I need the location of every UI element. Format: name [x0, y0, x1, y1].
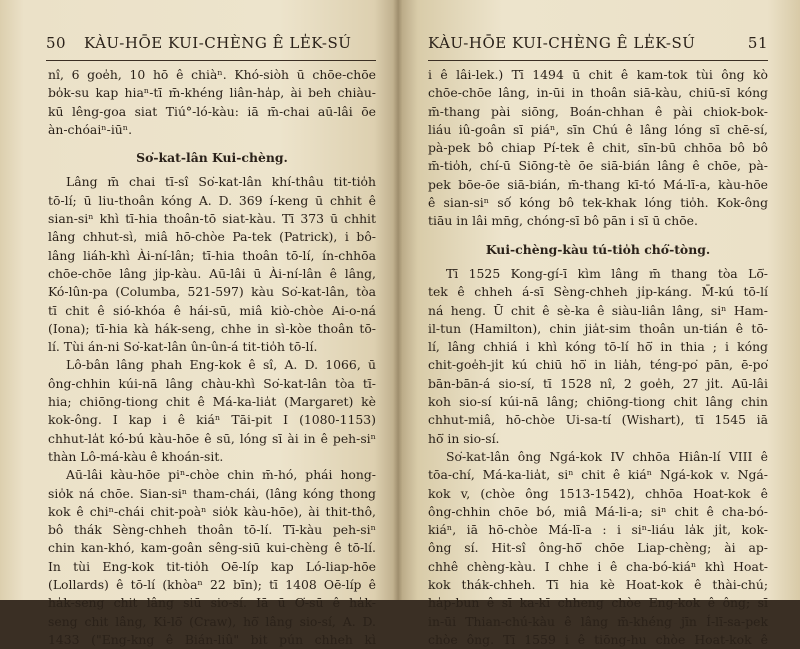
text-line: chōe-chōe lâng, in-ūi in thoân siā-kàu, chiū-sī kóng: [428, 85, 768, 101]
text-line: chin kan-khó, kam-goân sêng-siū kui-chèng ê tō-lí.: [48, 540, 376, 556]
text-line: lâng chhut-sì, miâ hō-chòe Pa-tek (Patrick), i bô-: [48, 229, 376, 245]
text-line: Tī 1525 Kong-gí-ī kìm lâng m̄ thang tòa Lō͘-: [446, 265, 768, 281]
left-page: [0, 0, 398, 647]
left-running-title: KÀU-HŌE KUI-CHÈNG Ê LE̍K-SÚ: [84, 34, 352, 52]
right-header-rule: [428, 60, 768, 61]
text-line: ha̍k-seng chit lâng siū sio-sí. Iā ū O͘-sū ê ha̍k-: [48, 595, 376, 611]
book-gutter: [393, 0, 403, 600]
right-running-title: KÀU-HŌE KUI-CHÈNG Ê LE̍K-SÚ: [428, 34, 696, 52]
text-line: lí. Tùi án-ni So͘-kat-lân ûn-ûn-á tit-tio̍h tō-lí.: [48, 339, 318, 355]
text-line: in-ūi Thian-chú-kàu ê lâng m̄-khéng jīn Í-lī-sa-pek: [428, 613, 768, 629]
text-line: tek ê chheh á-sī Sèng-chheh ji̍p-káng. M̄-kú tō-lí: [428, 284, 768, 300]
text-line: ê sian-siⁿ số kóng bô tek-khak lóng tio̍h. Kok-ông: [428, 195, 768, 211]
text-line: kiáⁿ, iā hō-chòe Má-lī-a : i siⁿ-liáu la̍k ji̍t, kok-: [428, 522, 768, 538]
text-line: koh sio-sí kúi-nā lâng; chiōng-tiong chit lâng chin: [428, 394, 768, 410]
text-line: (Iona); tī-hia kà hák-seng, chhe in sì-kòe thoân tō-: [48, 320, 376, 336]
text-line: lí, lâng chhiá i khì kóng tō-lí hō͘ in thia ; i kóng: [428, 339, 768, 355]
text-line: àn-chóaiⁿ-iūⁿ.: [48, 121, 133, 137]
text-line: ông sí. Hit-sî ông-hō͘ chōe Liap-chèng; ài ap-: [428, 540, 768, 556]
text-line: i ê lâi-lek.) Tī 1494 ū chit ê kam-tok tùi ông kò: [428, 67, 768, 82]
right-page-number: 51: [747, 34, 768, 52]
text-line: pek bōe-ōe siā-bián, m̄-thang kī-tó Má-lī-a, kàu-hōe: [428, 176, 768, 192]
text-line: il-tun (Hamilton), chin jia̍t-sim thoân un-tián ê tō-: [428, 320, 768, 336]
text-line: So͘-kat-lân ông Ngá-kok IV chhōa Hiân-lí VIII ê: [446, 448, 768, 464]
text-line: chit-goe̍h-ji̍t kú chiū hō͘ in lia̍h, téng-po͘ pān, ē-po͘: [428, 357, 768, 373]
text-line: ông-chhin chōe bó, miâ Má-li-a; siⁿ chit ê cha-bó-: [428, 503, 768, 519]
text-line: lâng liáh-khì Ài-ní-lân; tī-hia thoân tō-lí, ín-chhōa: [48, 247, 376, 263]
text-line: kū lêng-goa siat Tiú°-ló-kàu: iā m̄-chai aū-lâi ōe: [48, 103, 376, 119]
left-page-body: [48, 66, 376, 649]
text-line: Lô-bân lâng phah Eng-kok ê sî, A. D. 1066, ū: [66, 357, 376, 373]
text-line: sio̍k ná chōe. Sian-siⁿ tham-chái, (lâng kóng thong: [48, 485, 376, 501]
text-line: hō͘ in sio-sí.: [428, 430, 500, 446]
text-line: nî, 6 goe̍h, 10 hō ê chiàⁿ. Khó-siòh ū chōe-chōe: [48, 67, 376, 82]
text-line: kok v, (chòe ông 1513-1542), chhōa Hoat-kok ê: [428, 485, 768, 501]
left-page-header: [46, 34, 376, 58]
text-line: chhê chèng-kàu. I chhe i ê cha-bó-kiáⁿ khì Hoat-: [428, 558, 768, 574]
right-page: [398, 0, 800, 647]
left-paragraphs-after-heading: [48, 173, 376, 649]
text-line: In tùi Eng-kok tit-tio̍h Oē-líp kap Ló-liap-hōe: [48, 558, 376, 574]
right-paragraphs-after-heading: [428, 265, 768, 649]
text-line: chhut-la̍t kó-bú kàu-hōe ê sū, lóng sī ài in ê peh-siⁿ: [48, 430, 376, 446]
text-line: bo̍k-su kap hiaⁿ-tī m̄-khéng liân-ha̍p, ài beh chiàu-: [48, 85, 376, 101]
text-line: ông-chhin kúi-nā lâng chàu-khì So͘-kat-lân tòa tī-: [48, 375, 376, 391]
right-section-heading: Kui-chèng-kàu tú-tio̍h chó͘-tòng.: [485, 241, 711, 257]
text-line: seng chit lâng, Ki-lō͘ (Craw), hō͘ lâng sio-sí, A. D.: [48, 613, 376, 629]
right-page-body: [428, 66, 768, 649]
text-line: (Lollards) ê tō-lí (khòaⁿ 22 bīn); tī 1408 Oē-líp ê: [48, 577, 376, 593]
text-line: liáu iû-goân sī piáⁿ, sīn Chú ê lâng lóng sī chē-sí,: [428, 121, 768, 137]
text-line: kok thák-chheh. Tī hia kè Hoat-kok ê thài-chú;: [428, 577, 768, 593]
text-line: bô thák Sèng-chheh thoân tō-lí. Tī-kàu peh-siⁿ: [48, 522, 376, 538]
left-header-rule: [46, 60, 376, 61]
text-line: hia; chiōng-tiong chit ê Má-ka-lia̍t (Margaret) kè: [48, 394, 376, 410]
text-line: bān-bān-á sio-sí, tī 1528 nî, 2 goe̍h, 27 ji̍t. Aū-lâi: [428, 375, 768, 391]
text-line: chhut-miâ, hō-chòe Ui-sa-tí (Wishart), tī 1545 iā: [428, 412, 768, 428]
left-section-heading: So͘-kat-lân Kui-chèng.: [136, 150, 288, 166]
text-line: sian-siⁿ khì tī-hia thoân-tō siat-kàu. Tī 373 ū chhit: [48, 211, 376, 227]
text-line: chōe-chōe lâng ji̍p-kàu. Aū-lâi ū Ài-ní-lân ê lâng,: [48, 265, 376, 281]
text-line: 1433 ("Eng-kng ê Bián-liû" bit pún chheh kì: [48, 631, 376, 647]
text-line: ha̍p-bun ê sī ka-kī chheng chòe Eng-kok ê ông; sī: [428, 595, 768, 611]
text-line: thàn Lô-má-kàu ê khoán-sit.: [48, 448, 224, 464]
text-line: m̄-tio̍h, chí-ū Siōng-tè ōe siā-bián lâng ê chōe, pà-: [428, 158, 768, 174]
right-paragraphs-before-heading: [428, 66, 768, 231]
text-line: tōa-chí, Má-ka-lia̍t, siⁿ chit ê kiáⁿ Ngá-kok v. Ngá-: [428, 467, 768, 483]
left-paragraphs-before-heading: [48, 66, 376, 139]
text-line: Kó-lûn-pa (Columba, 521-597) kàu So͘-kat-lân, tòa: [48, 284, 376, 300]
text-line: kok-ông. I kap i ê kiáⁿ Tāi-pit I (1080-1153): [48, 412, 376, 428]
text-line: ná heng. Ū chit ê sè-ka ê siàu-liân lâng, siⁿ Ham-: [428, 302, 768, 318]
text-line: Aū-lâi kàu-hōe piⁿ-chòe chin m̄-hó, phái hong-: [66, 467, 376, 483]
text-line: pà-pek bô chiap Pí-tek ê chit, sīn-bū chhōa bô bô: [428, 140, 768, 156]
text-line: tī chit ê sió-khóa ê hái-sū, miâ kiò-chòe Ai-o-ná: [48, 302, 376, 318]
text-line: Lâng m̄ chai tī-sî So͘-kat-lân khí-thâu tit-tio̍h: [66, 174, 376, 190]
text-line: m̄-thang pài siōng, Boán-chhan ê pài chiok-bok-: [428, 103, 768, 119]
text-line: chòe ông. Tī 1559 i ê tiōng-hu chòe Hoat-kok ê: [428, 631, 768, 647]
text-line: tiāu in lâi mn̄g, chóng-sī bô pān i sī ū chōe.: [428, 213, 698, 229]
left-page-number: 50: [46, 34, 67, 52]
text-line: tō-lí; ū liu-thoân kóng A. D. 369 í-keng ū chhit ê: [48, 192, 376, 208]
text-line: kok ê chiⁿ-chái chit-poàⁿ sio̍k kàu-hōe), ài thit-thô,: [48, 503, 376, 519]
right-page-header: [428, 34, 768, 58]
